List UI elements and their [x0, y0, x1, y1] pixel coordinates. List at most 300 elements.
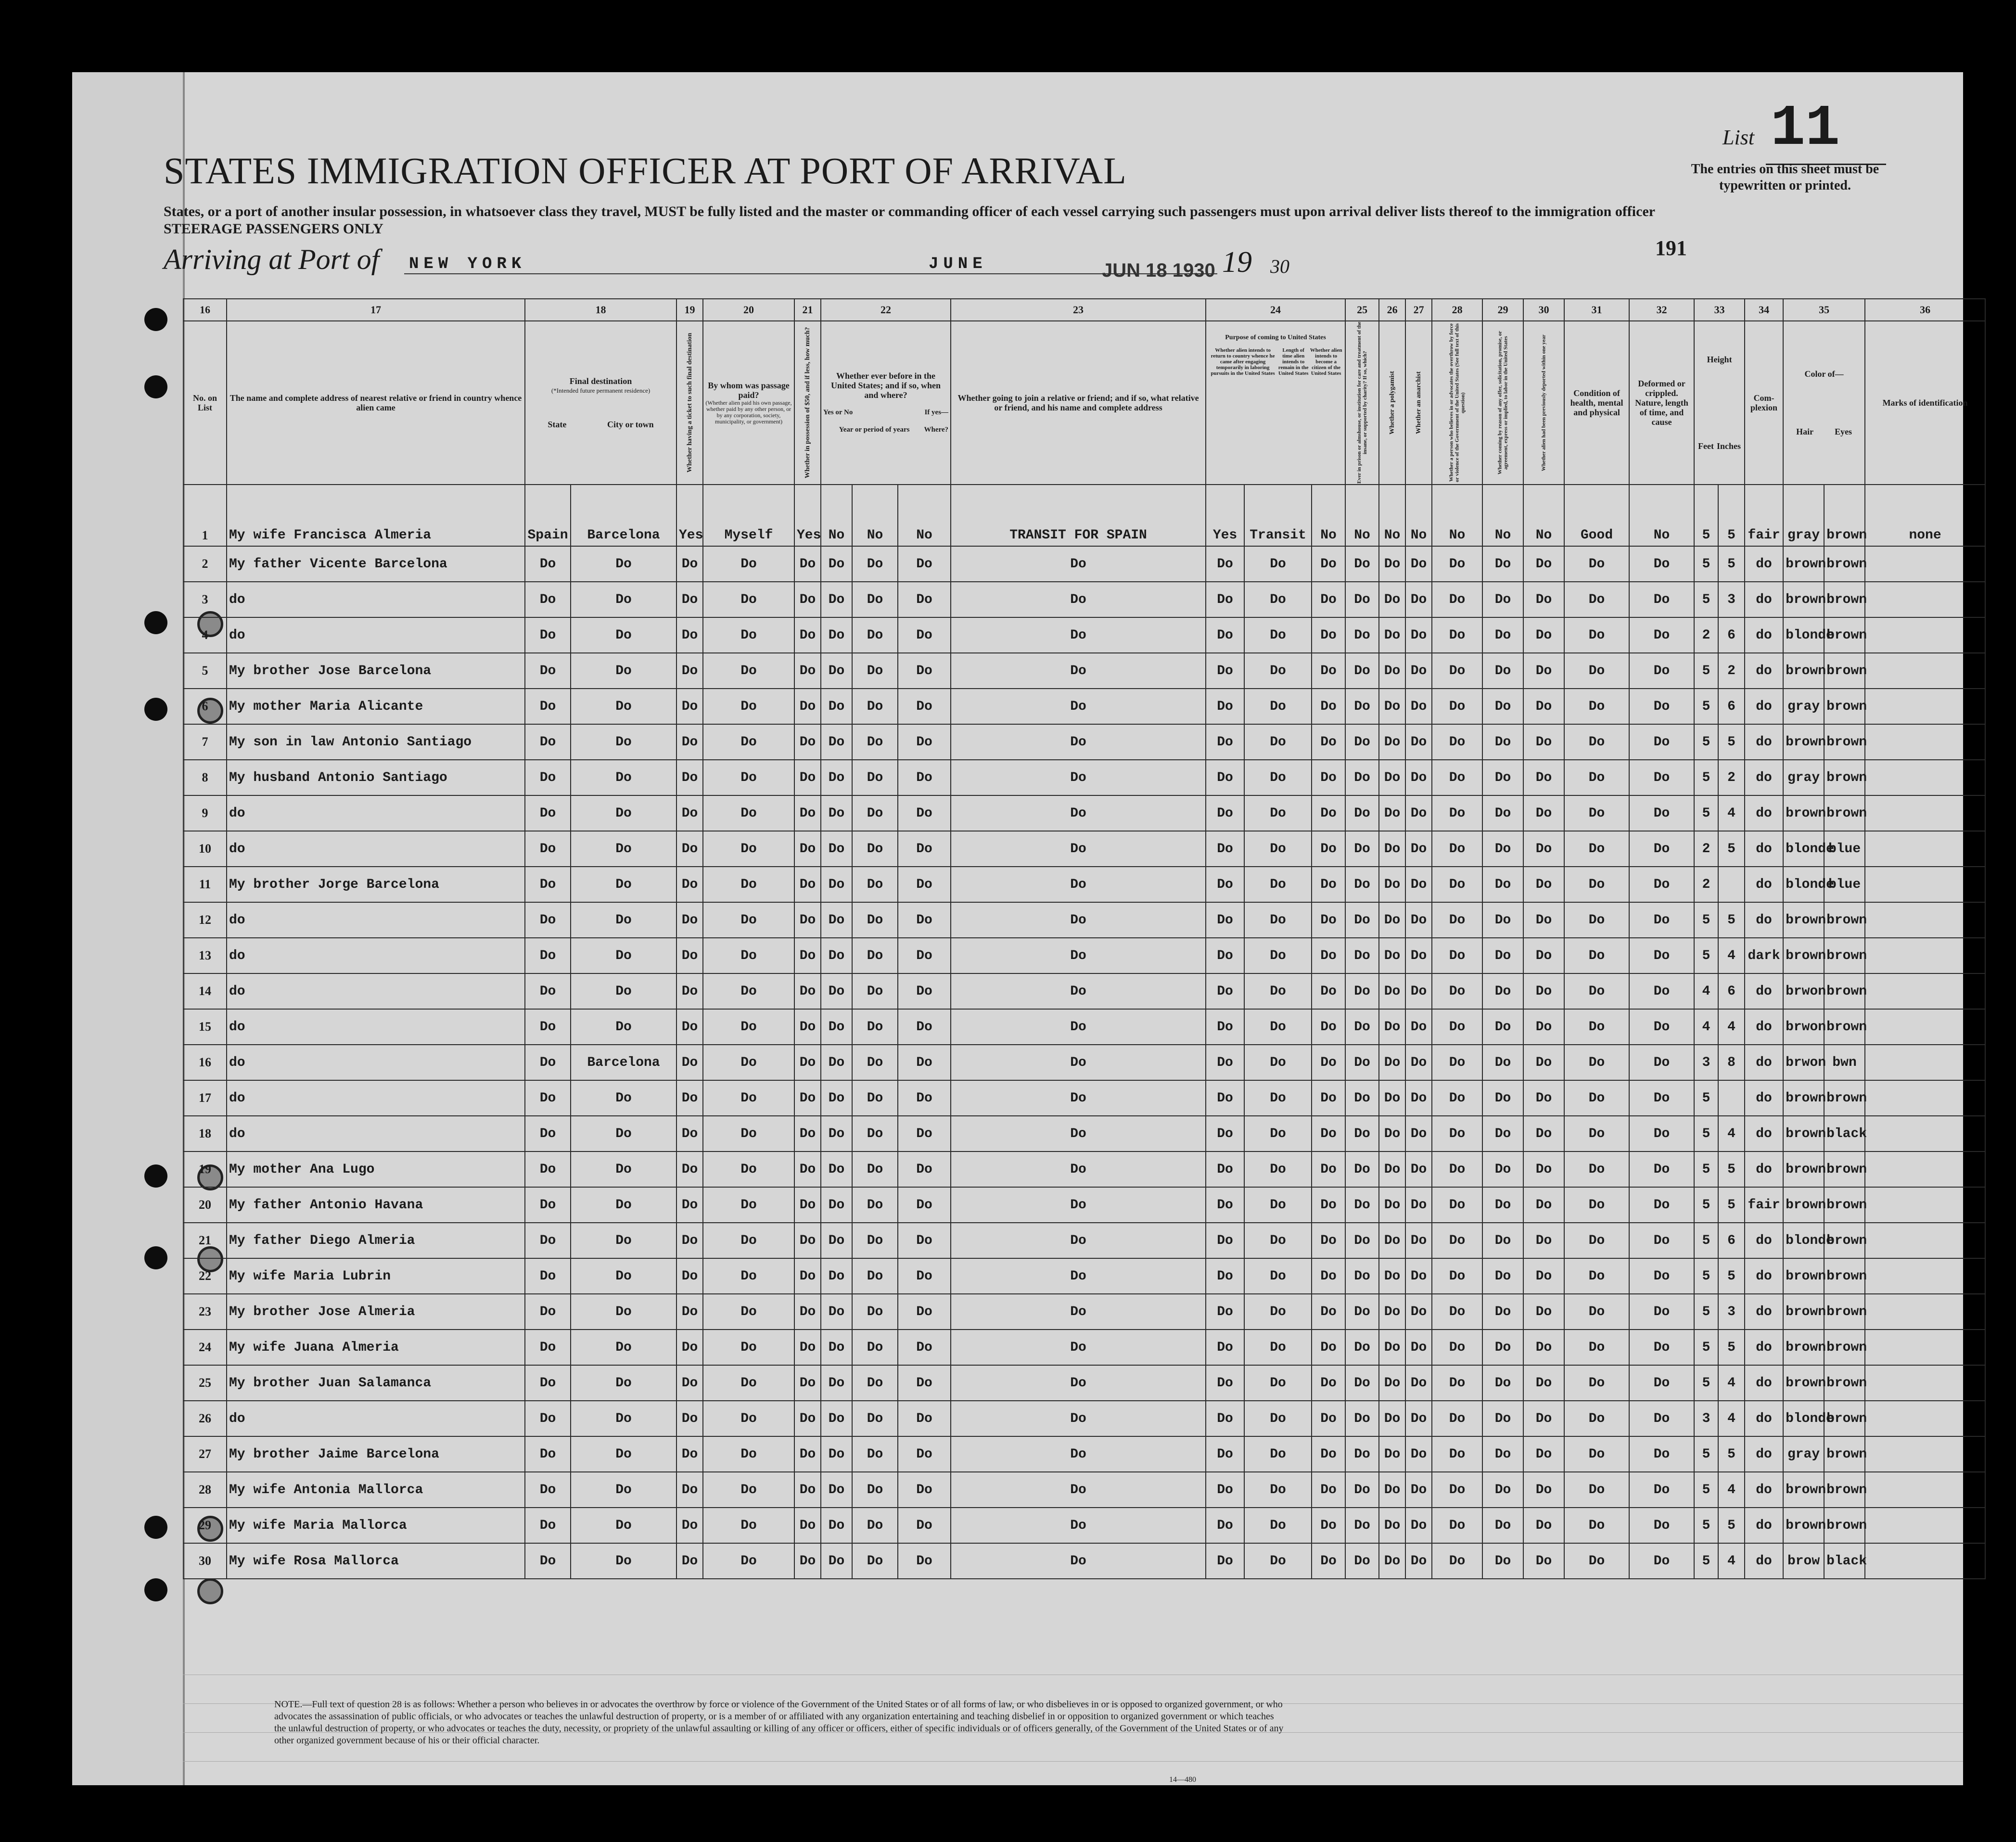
cell-passage-paid: Do — [703, 1187, 794, 1223]
cell-purpose-length: Do — [1244, 1543, 1312, 1579]
cell-been-in-us: Do — [821, 1187, 852, 1223]
cell-relative-address: My father Diego Almeria — [227, 1223, 525, 1258]
cell-hair-color: brown — [1783, 795, 1824, 831]
cell-row-number: 19 — [183, 1151, 227, 1187]
cell-contract: Do — [1482, 546, 1523, 582]
cell-polygamist: Do — [1379, 867, 1405, 902]
cell-joining-relative: Do — [951, 1187, 1206, 1223]
cell-relative-address: My son in law Antonio Santiago — [227, 724, 525, 760]
cell-polygamist: Do — [1379, 1151, 1405, 1187]
cell-deported: Do — [1523, 1294, 1564, 1330]
cell-purpose-length: Do — [1244, 1401, 1312, 1436]
cell-prison: Do — [1345, 1151, 1379, 1187]
cell-purpose-length: Do — [1244, 1009, 1312, 1045]
cell-passage-paid: Do — [703, 760, 794, 795]
cell-where: Do — [898, 1330, 951, 1365]
cell-purpose-return: Do — [1206, 1116, 1244, 1151]
binding-strip — [72, 72, 185, 1785]
cell-eye-color: black — [1824, 1116, 1865, 1151]
cell-deformed: Do — [1629, 1223, 1694, 1258]
cell-hair-color: brown — [1783, 1472, 1824, 1508]
header-final-destination — [525, 321, 676, 485]
cell-identification-marks — [1865, 867, 1985, 902]
cell-row-number: 8 — [183, 760, 227, 795]
cell-been-in-us: Do — [821, 1151, 852, 1187]
cell-anarchist: Do — [1405, 1472, 1432, 1508]
cell-height-inches: 4 — [1718, 1472, 1745, 1508]
cell-ticket: Do — [676, 1294, 703, 1330]
cell-height-inches: 5 — [1718, 485, 1745, 546]
cell-ticket: Do — [676, 1401, 703, 1436]
cell-height-feet: 5 — [1694, 582, 1718, 617]
cell-height-feet: 2 — [1694, 617, 1718, 653]
cell-joining-relative: Do — [951, 760, 1206, 795]
cell-ticket: Do — [676, 653, 703, 689]
cell-been-in-us: Do — [821, 653, 852, 689]
cell-money: Do — [794, 795, 821, 831]
cell-height-feet: 5 — [1694, 1080, 1718, 1116]
cell-dest-state: Do — [525, 1187, 571, 1223]
cell-joining-relative: Do — [951, 689, 1206, 724]
cell-relative-address: My husband Antonio Santiago — [227, 760, 525, 795]
cell-row-number: 26 — [183, 1401, 227, 1436]
cell-polygamist: Do — [1379, 1116, 1405, 1151]
header-prison: Ever in prison or almshouse, or institution for care and treatment of the insane, or supported by charity? If so, which? — [1345, 321, 1379, 485]
cell-contract: Do — [1482, 1294, 1523, 1330]
cell-dest-city: Barcelona — [571, 485, 676, 546]
cell-health: Do — [1564, 1365, 1629, 1401]
cell-deported: Do — [1523, 795, 1564, 831]
cell-anarchist: Do — [1405, 1258, 1432, 1294]
cell-anarchist: Do — [1405, 902, 1432, 938]
cell-anarchist: Do — [1405, 1543, 1432, 1579]
cell-polygamist: Do — [1379, 582, 1405, 617]
cell-deformed: Do — [1629, 831, 1694, 867]
cell-money: Do — [794, 689, 821, 724]
cell-prison: Do — [1345, 1330, 1379, 1365]
cell-deported: Do — [1523, 1151, 1564, 1187]
punch-hole — [144, 375, 167, 398]
cell-passage-paid: Do — [703, 831, 794, 867]
cell-overthrow: Do — [1432, 1187, 1482, 1223]
cell-ticket: Do — [676, 724, 703, 760]
cell-deformed: Do — [1629, 1401, 1694, 1436]
cell-purpose-citizen: Do — [1312, 689, 1345, 724]
cell-complexion: do — [1745, 1223, 1783, 1258]
cell-complexion: do — [1745, 1508, 1783, 1543]
cell-money: Do — [794, 546, 821, 582]
table-row — [183, 653, 1985, 689]
cell-purpose-return: Do — [1206, 689, 1244, 724]
cell-height-feet: 5 — [1694, 795, 1718, 831]
cell-purpose-citizen: Do — [1312, 760, 1345, 795]
cell-deformed: Do — [1629, 724, 1694, 760]
cell-relative-address: My wife Maria Lubrin — [227, 1258, 525, 1294]
cell-relative-address: My brother Juan Salamanca — [227, 1365, 525, 1401]
cell-dest-state: Do — [525, 1401, 571, 1436]
cell-joining-relative: Do — [951, 902, 1206, 938]
cell-health: Do — [1564, 653, 1629, 689]
cell-where: Do — [898, 1009, 951, 1045]
cell-where: Do — [898, 653, 951, 689]
cell-identification-marks — [1865, 795, 1985, 831]
cell-purpose-citizen: Do — [1312, 582, 1345, 617]
cell-anarchist: Do — [1405, 1080, 1432, 1116]
cell-hair-color: brown — [1783, 902, 1824, 938]
cell-purpose-citizen: Do — [1312, 1436, 1345, 1472]
cell-dest-state: Do — [525, 546, 571, 582]
cell-identification-marks — [1865, 973, 1985, 1009]
col-num: 33 — [1694, 299, 1745, 321]
cell-eye-color: brown — [1824, 1436, 1865, 1472]
cell-dest-city: Do — [571, 1080, 676, 1116]
header-deformed: Deformed or crippled. Nature, length of time, and cause — [1629, 321, 1694, 485]
col-num: 26 — [1379, 299, 1405, 321]
cell-overthrow: Do — [1432, 546, 1482, 582]
col-num: 22 — [821, 299, 951, 321]
cell-dest-state: Do — [525, 1294, 571, 1330]
cell-contract: Do — [1482, 1436, 1523, 1472]
col-num: 23 — [951, 299, 1206, 321]
cell-purpose-length: Do — [1244, 1151, 1312, 1187]
cell-contract: Do — [1482, 867, 1523, 902]
cell-hair-color: brown — [1783, 653, 1824, 689]
cell-health: Do — [1564, 1543, 1629, 1579]
table-row — [183, 485, 1985, 546]
cell-overthrow: Do — [1432, 1045, 1482, 1080]
page-reference: 191 — [1655, 236, 1687, 260]
cell-dest-city: Do — [571, 938, 676, 973]
cell-purpose-length: Do — [1244, 582, 1312, 617]
cell-complexion: do — [1745, 1045, 1783, 1080]
cell-purpose-citizen: Do — [1312, 1401, 1345, 1436]
cell-polygamist: Do — [1379, 760, 1405, 795]
table-row — [183, 831, 1985, 867]
header-contract: Whether coming by reason of any offer, solicitation, promise, or agreement, express or implied, to labor in the United States — [1482, 321, 1523, 485]
col-num: 21 — [794, 299, 821, 321]
cell-dest-state: Do — [525, 1508, 571, 1543]
punch-hole — [144, 308, 167, 331]
cell-ticket: Do — [676, 1543, 703, 1579]
cell-dest-state: Do — [525, 1365, 571, 1401]
cell-overthrow: Do — [1432, 795, 1482, 831]
cell-height-feet: 5 — [1694, 938, 1718, 973]
header-joining: Whether going to join a relative or friend; and if so, what relative or friend, and his name and complete address — [951, 321, 1206, 485]
cell-height-inches: 6 — [1718, 1223, 1745, 1258]
cell-contract: Do — [1482, 1472, 1523, 1508]
cell-eye-color: brown — [1824, 653, 1865, 689]
passage-paid-note: (Whether alien paid his own passage, whether paid by any other person, or by any corporation, society, municipality, or government) — [705, 399, 792, 425]
cell-hair-color: blonde — [1783, 867, 1824, 902]
cell-year-period: Do — [852, 653, 898, 689]
cell-identification-marks — [1865, 1436, 1985, 1472]
list-number: 11 — [1771, 96, 1840, 162]
cell-passage-paid: Do — [703, 1009, 794, 1045]
cell-been-in-us: Do — [821, 582, 852, 617]
cell-eye-color: black — [1824, 1543, 1865, 1579]
cell-deported: Do — [1523, 1045, 1564, 1080]
cell-dest-city: Do — [571, 546, 676, 582]
header-health: Condition of health, mental and physical — [1564, 321, 1629, 485]
cell-anarchist: Do — [1405, 724, 1432, 760]
cell-deported: Do — [1523, 867, 1564, 902]
cell-deported: Do — [1523, 1401, 1564, 1436]
cell-health: Do — [1564, 1045, 1629, 1080]
cell-purpose-citizen: Do — [1312, 546, 1345, 582]
table-row — [183, 938, 1985, 973]
port-underline — [404, 273, 962, 274]
cell-height-feet: 5 — [1694, 724, 1718, 760]
cell-height-inches: 3 — [1718, 1294, 1745, 1330]
cell-deformed: Do — [1629, 1187, 1694, 1223]
cell-purpose-citizen: Do — [1312, 902, 1345, 938]
cell-ticket: Do — [676, 1080, 703, 1116]
cell-polygamist: Do — [1379, 902, 1405, 938]
cell-height-inches: 5 — [1718, 1508, 1745, 1543]
cell-overthrow: Do — [1432, 831, 1482, 867]
cell-contract: Do — [1482, 1508, 1523, 1543]
cell-hair-color: brown — [1783, 1187, 1824, 1223]
cell-passage-paid: Do — [703, 1330, 794, 1365]
cell-height-feet: 4 — [1694, 973, 1718, 1009]
cell-year-period: Do — [852, 1223, 898, 1258]
cell-contract: Do — [1482, 973, 1523, 1009]
cell-hair-color: brown — [1783, 1258, 1824, 1294]
cell-deported: Do — [1523, 653, 1564, 689]
cell-height-feet: 5 — [1694, 1294, 1718, 1330]
cell-polygamist: Do — [1379, 1401, 1405, 1436]
header-yes-no: Yes or No — [823, 409, 853, 416]
purpose-citizen: Whether alien intends to become a citizen of the United States — [1310, 347, 1342, 376]
cell-height-feet: 3 — [1694, 1045, 1718, 1080]
cell-hair-color: brown — [1783, 1330, 1824, 1365]
cell-height-inches: 8 — [1718, 1045, 1745, 1080]
cell-deported: Do — [1523, 760, 1564, 795]
cell-been-in-us: Do — [821, 1472, 852, 1508]
cell-complexion: do — [1745, 1365, 1783, 1401]
cell-joining-relative: Do — [951, 938, 1206, 973]
cell-dest-state: Do — [525, 867, 571, 902]
footnote: NOTE.—Full text of question 28 is as follows: Whether a person who believes in or advocates the overthrow by force or violence of the Government of the United States or of all forms of law, or who disbelieves in or is opposed to organized government, or who advocates the assassination of public officials, or who advocates or teaches the unlawful destruction of property, or is a member of or affiliated with any organization entertaining and teaching disbelief in or opposition to organized government or which teaches the unlawful destruction of property, or who advocates or teaches the duty, necessity, or propriety of the unlawful assaulting or killing of any officer or officers, either of specific individuals or of officers generally, of the Government of the United States or of any other organized government because of his or their official character. — [274, 1699, 1284, 1746]
cell-dest-state: Do — [525, 582, 571, 617]
cell-relative-address: My brother Jaime Barcelona — [227, 1436, 525, 1472]
cell-purpose-citizen: Do — [1312, 653, 1345, 689]
cell-joining-relative: Do — [951, 1508, 1206, 1543]
cell-anarchist: Do — [1405, 1401, 1432, 1436]
cell-deported: Do — [1523, 1472, 1564, 1508]
header-no-on-list: No. on List — [183, 321, 227, 485]
cell-purpose-return: Do — [1206, 1187, 1244, 1223]
cell-deported: Do — [1523, 938, 1564, 973]
cell-dest-city: Do — [571, 795, 676, 831]
cell-health: Do — [1564, 724, 1629, 760]
cell-identification-marks — [1865, 1258, 1985, 1294]
cell-overthrow: Do — [1432, 689, 1482, 724]
cell-purpose-return: Do — [1206, 1472, 1244, 1508]
cell-identification-marks — [1865, 1045, 1985, 1080]
cell-polygamist: Do — [1379, 1543, 1405, 1579]
table-row — [183, 546, 1985, 582]
col-num: 16 — [183, 299, 227, 321]
cell-been-in-us: Do — [821, 1116, 852, 1151]
cell-eye-color: brown — [1824, 485, 1865, 546]
cell-dest-city: Do — [571, 1258, 676, 1294]
cell-height-feet: 4 — [1694, 1009, 1718, 1045]
col-num: 19 — [676, 299, 703, 321]
cell-health: Do — [1564, 867, 1629, 902]
cell-joining-relative: Do — [951, 1258, 1206, 1294]
cell-height-inches: 4 — [1718, 1543, 1745, 1579]
cell-eye-color: brown — [1824, 1080, 1865, 1116]
cell-eye-color: brown — [1824, 1187, 1865, 1223]
cell-deformed: Do — [1629, 1258, 1694, 1294]
cell-money: Do — [794, 1116, 821, 1151]
cell-ticket: Do — [676, 1045, 703, 1080]
cell-where: Do — [898, 1223, 951, 1258]
cell-deported: Do — [1523, 724, 1564, 760]
cell-anarchist: Do — [1405, 1045, 1432, 1080]
cell-health: Do — [1564, 795, 1629, 831]
cell-hair-color: brwon — [1783, 1045, 1824, 1080]
cell-purpose-length: Do — [1244, 902, 1312, 938]
cell-passage-paid: Do — [703, 1436, 794, 1472]
cell-purpose-return: Do — [1206, 1223, 1244, 1258]
cell-purpose-citizen: Do — [1312, 795, 1345, 831]
cell-relative-address: do — [227, 831, 525, 867]
cell-height-inches: 5 — [1718, 1330, 1745, 1365]
cell-identification-marks — [1865, 902, 1985, 938]
cell-anarchist: Do — [1405, 1187, 1432, 1223]
cell-money: Do — [794, 760, 821, 795]
cell-identification-marks — [1865, 1151, 1985, 1187]
cell-dest-city: Do — [571, 760, 676, 795]
cell-purpose-citizen: Do — [1312, 1080, 1345, 1116]
cell-identification-marks — [1865, 1330, 1985, 1365]
header-relative: The name and complete address of nearest relative or friend in country whence alien came — [227, 321, 525, 485]
cell-purpose-return: Do — [1206, 1294, 1244, 1330]
cell-ticket: Do — [676, 1330, 703, 1365]
cell-overthrow: Do — [1432, 867, 1482, 902]
cell-overthrow: Do — [1432, 1258, 1482, 1294]
cell-dest-state: Do — [525, 831, 571, 867]
cell-contract: Do — [1482, 1543, 1523, 1579]
cell-year-period: Do — [852, 1009, 898, 1045]
cell-prison: Do — [1345, 1508, 1379, 1543]
cell-relative-address: do — [227, 582, 525, 617]
cell-height-inches: 6 — [1718, 617, 1745, 653]
cell-where: Do — [898, 795, 951, 831]
cell-purpose-return: Do — [1206, 1330, 1244, 1365]
cell-year-period: Do — [852, 1401, 898, 1436]
cell-height-inches: 2 — [1718, 653, 1745, 689]
cell-contract: Do — [1482, 689, 1523, 724]
cell-eye-color: brown — [1824, 1294, 1865, 1330]
cell-year-period: Do — [852, 1543, 898, 1579]
cell-purpose-length: Do — [1244, 1294, 1312, 1330]
cell-height-feet: 3 — [1694, 1401, 1718, 1436]
cell-passage-paid: Do — [703, 902, 794, 938]
cell-relative-address: do — [227, 1045, 525, 1080]
cell-height-feet: 5 — [1694, 1187, 1718, 1223]
cell-anarchist: Do — [1405, 1151, 1432, 1187]
cell-health: Do — [1564, 973, 1629, 1009]
cell-purpose-return: Do — [1206, 1151, 1244, 1187]
cell-anarchist: Do — [1405, 1223, 1432, 1258]
cell-money: Do — [794, 1508, 821, 1543]
cell-year-period: Do — [852, 760, 898, 795]
cell-health: Do — [1564, 582, 1629, 617]
cell-joining-relative: Do — [951, 617, 1206, 653]
cell-where: Do — [898, 902, 951, 938]
cell-overthrow: Do — [1432, 1223, 1482, 1258]
cell-been-in-us: Do — [821, 1080, 852, 1116]
header-where: Where? — [924, 426, 949, 434]
cell-ticket: Do — [676, 867, 703, 902]
cell-overthrow: Do — [1432, 617, 1482, 653]
col-num: 29 — [1482, 299, 1523, 321]
cell-deported: Do — [1523, 973, 1564, 1009]
cell-hair-color: gray — [1783, 1436, 1824, 1472]
cell-money: Do — [794, 1045, 821, 1080]
cell-prison: Do — [1345, 582, 1379, 617]
form-code: 14—480 — [1169, 1776, 1196, 1784]
cell-dest-city: Do — [571, 689, 676, 724]
cell-identification-marks — [1865, 1543, 1985, 1579]
cell-polygamist: Do — [1379, 546, 1405, 582]
cell-passage-paid: Do — [703, 867, 794, 902]
cell-dest-city: Do — [571, 867, 676, 902]
cell-complexion: do — [1745, 724, 1783, 760]
cell-complexion: do — [1745, 1009, 1783, 1045]
purpose-return: Whether alien intends to return to country whence he came after engaging temporarily in laboring pursuits in the United States — [1211, 347, 1275, 376]
cell-where: Do — [898, 973, 951, 1009]
cell-dest-state: Do — [525, 1330, 571, 1365]
cell-row-number: 2 — [183, 546, 227, 582]
table-row — [183, 973, 1985, 1009]
cell-money: Do — [794, 1080, 821, 1116]
cell-polygamist: Do — [1379, 1080, 1405, 1116]
cell-purpose-citizen: No — [1312, 485, 1345, 546]
cell-health: Do — [1564, 1258, 1629, 1294]
header-money: Whether in possession of $50, and if less, how much? — [794, 321, 821, 485]
cell-where: Do — [898, 689, 951, 724]
punch-hole — [144, 1578, 167, 1601]
cell-polygamist: Do — [1379, 1009, 1405, 1045]
cell-identification-marks — [1865, 689, 1985, 724]
cell-money: Do — [794, 1258, 821, 1294]
cell-purpose-citizen: Do — [1312, 831, 1345, 867]
cell-purpose-return: Do — [1206, 760, 1244, 795]
cell-money: Do — [794, 1294, 821, 1330]
cell-polygamist: Do — [1379, 1436, 1405, 1472]
cell-where: Do — [898, 760, 951, 795]
cell-been-in-us: Do — [821, 1543, 852, 1579]
cell-complexion: fair — [1745, 1187, 1783, 1223]
col-num: 31 — [1564, 299, 1629, 321]
cell-prison: Do — [1345, 1294, 1379, 1330]
cell-anarchist: Do — [1405, 1116, 1432, 1151]
cell-eye-color: brown — [1824, 1258, 1865, 1294]
header-polygamist: Whether a polygamist — [1379, 321, 1405, 485]
binding-ring — [197, 1578, 223, 1604]
cell-height-inches: 5 — [1718, 546, 1745, 582]
cell-deformed: Do — [1629, 867, 1694, 902]
cell-hair-color: brown — [1783, 546, 1824, 582]
cell-contract: Do — [1482, 938, 1523, 973]
cell-passage-paid: Do — [703, 617, 794, 653]
cell-where: Do — [898, 1401, 951, 1436]
cell-complexion: do — [1745, 831, 1783, 867]
